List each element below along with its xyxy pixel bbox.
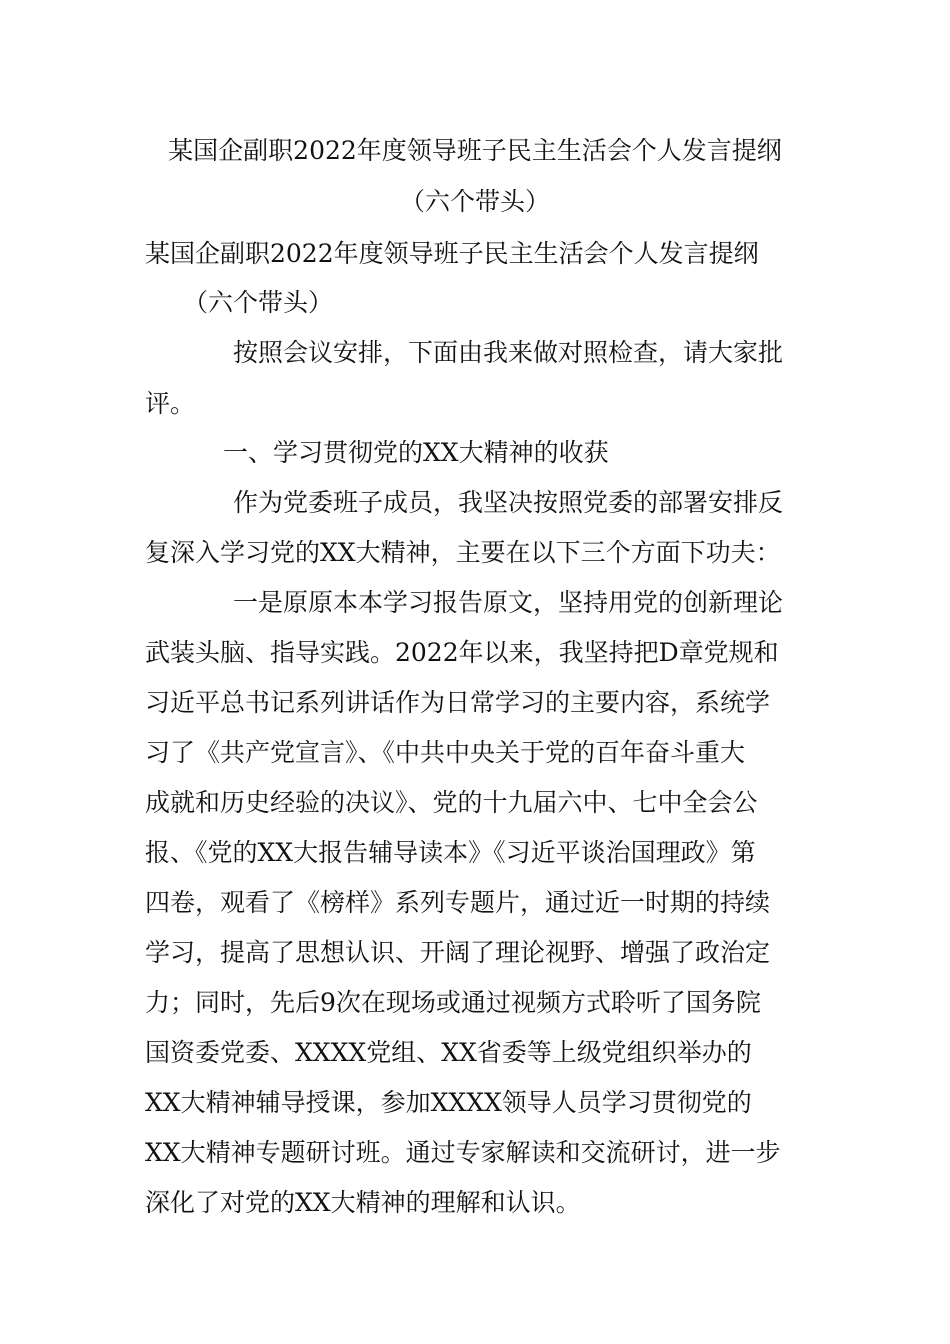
paragraph-line: 学习，提高了思想认识、开阔了理论视野、增强了政治定 [145, 938, 771, 967]
paragraph-line: 武装头脑、指导实践。2022年以来，我坚持把D章党规和 [145, 638, 779, 667]
document-subtitle-text: （六个带头） [399, 187, 550, 216]
paragraph-line: XX大精神专题研讨班。通过专家解读和交流研讨，进一步 [145, 1138, 781, 1167]
section-heading: 一、学习贯彻党的XX大精神的收获 [223, 438, 609, 467]
paragraph-line: 一是原原本本学习报告原文，坚持用党的创新理论 [233, 588, 784, 617]
paragraph-line: 四卷，观看了《榜样》系列专题片，通过近一时期的持续 [145, 888, 771, 917]
paragraph-line: 国资委党委、XXXX党组、XX省委等上级党组织举办的 [145, 1038, 752, 1067]
paragraph-line: XX大精神辅导授课，参加XXXX领导人员学习贯彻党的 [145, 1088, 752, 1117]
repeated-subtitle: （六个带头） [183, 288, 334, 317]
paragraph-line: 按照会议安排，下面由我来做对照检查，请大家批 [233, 338, 784, 367]
paragraph-line: 成就和历史经验的决议》、党的十九届六中、七中全会公 [145, 788, 758, 817]
repeated-title: 某国企副职2022年度领导班子民主生活会个人发言提纲 [145, 239, 759, 268]
paragraph-line: 习近平总书记系列讲话作为日常学习的主要内容，系统学 [145, 688, 771, 717]
paragraph-line: 复深入学习党的XX大精神，主要在以下三个方面下功夫： [145, 538, 781, 567]
document-subtitle [0, 185, 950, 219]
paragraph-line: 习了《共产党宣言》、《中共中央关于党的百年奋斗重大 [145, 738, 746, 767]
paragraph-line: 力；同时，先后9次在现场或通过视频方式聆听了国务院 [145, 988, 761, 1017]
document-title: 某国企副职2022年度领导班子民主生活会个人发言提纲 [168, 136, 782, 165]
paragraph-line: 作为党委班子成员，我坚决按照党委的部署安排反 [233, 488, 784, 517]
paragraph-line: 评。 [145, 389, 196, 418]
paragraph-line: 报、《党的XX大报告辅导读本》《习近平谈治国理政》第 [145, 838, 756, 867]
paragraph-line: 深化了对党的XX大精神的理解和认识。 [145, 1188, 581, 1217]
